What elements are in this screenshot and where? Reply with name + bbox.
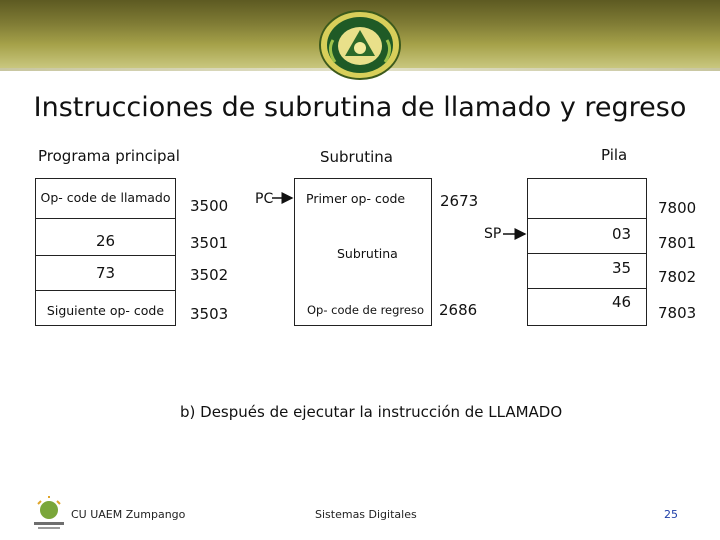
stack-address: 7802 [658, 268, 697, 286]
stack-pointer-label: SP [484, 226, 502, 242]
memory-row-divider [35, 255, 176, 256]
memory-cell-next-opcode: Siguiente op- code [46, 303, 165, 318]
stack-address: 7803 [658, 304, 697, 322]
subroutine-body-label: Subrutina [337, 246, 398, 261]
university-crest-logo [319, 10, 401, 80]
footer-course: Sistemas Digitales [315, 508, 417, 521]
campus-logo-icon [30, 496, 68, 532]
memory-cell-value: 26 [95, 232, 116, 250]
slide-title: Instrucciones de subrutina de llamado y regreso [33, 92, 687, 123]
subroutine-first-opcode: Primer op- code [306, 191, 406, 206]
memory-row-divider [35, 218, 176, 219]
main-address: 3502 [190, 266, 229, 284]
page-number: 25 [664, 508, 678, 521]
main-address: 3501 [190, 234, 229, 252]
program-counter-label: PC [255, 191, 274, 207]
figure-caption: b) Después de ejecutar la instrucción de LLAMADO [180, 403, 563, 421]
stack-row-divider [527, 218, 647, 219]
subroutine-address-end: 2686 [439, 301, 478, 319]
memory-row-divider [35, 290, 176, 291]
main-address: 3500 [190, 197, 229, 215]
stack-address: 7800 [658, 199, 697, 217]
subroutine-address-start: 2673 [440, 192, 479, 210]
stack-value: 46 [612, 293, 632, 311]
subroutine-header: Subrutina [320, 148, 393, 166]
main-address: 3503 [190, 305, 229, 323]
stack-value: 03 [612, 225, 632, 243]
stack-address: 7801 [658, 234, 697, 252]
footer-institution: CU UAEM Zumpango [71, 508, 186, 521]
stack-row-divider [527, 288, 647, 289]
stack-header: Pila [601, 146, 628, 164]
memory-cell-call-opcode: Op- code de llamado [40, 190, 171, 205]
memory-cell-value: 73 [95, 264, 116, 282]
subroutine-return-opcode: Op- code de regreso [307, 303, 425, 317]
stack-value: 35 [612, 259, 632, 277]
stack-row-divider [527, 253, 647, 254]
main-program-header: Programa principal [38, 147, 180, 165]
